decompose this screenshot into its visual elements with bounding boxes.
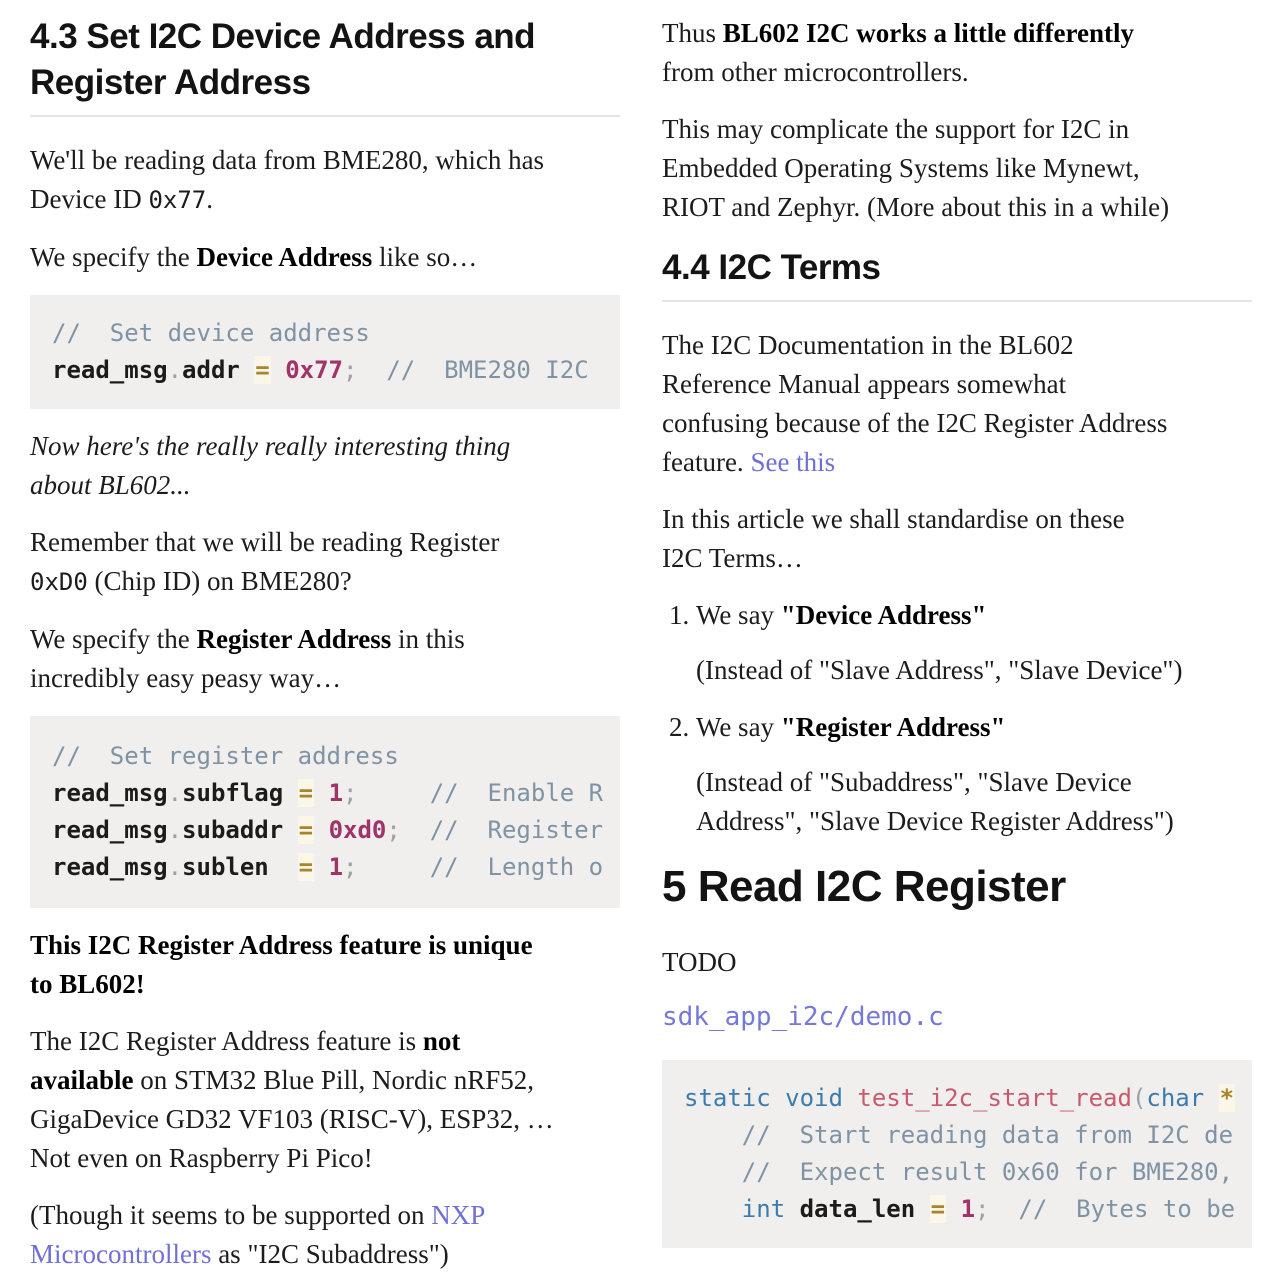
list-item-sub: (Instead of "Slave Address", "Slave Device") bbox=[696, 655, 1183, 685]
paragraph-reading-bme280: We'll be reading data from BME280, which has Device ID 0x77. bbox=[30, 145, 545, 214]
inline-link[interactable]: NXP bbox=[431, 1200, 486, 1230]
code-block-set-device-address bbox=[30, 295, 620, 409]
code-line: read_msg.sublen = 1; // Length o bbox=[52, 853, 604, 881]
list-item-sub: (Instead of "Subaddress", "Slave Device Address", "Slave Device Register Address") bbox=[696, 767, 1174, 836]
list-item-device-address bbox=[696, 596, 1252, 690]
demo-c-link-row bbox=[662, 998, 1252, 1040]
code-line: int data_len = 1; // Bytes to be bbox=[741, 1195, 1236, 1223]
paragraph-standardise-terms: In this article we shall standardise on these I2C Terms… bbox=[662, 504, 1125, 573]
paragraph-remember-register: Remember that we will be reading Register 0xD0 (Chip ID) on BME280? bbox=[30, 527, 500, 596]
paragraph-works-differently: Thus BL602 I2C works a little differently from other microcontrollers. bbox=[662, 18, 1134, 87]
demo-c-link[interactable]: sdk_app_i2c/demo.c bbox=[662, 1002, 944, 1032]
inline-link[interactable]: Microcontrollers bbox=[30, 1239, 212, 1269]
paragraph-interesting-thing: Now here's the really really interesting thing about BL602... bbox=[30, 431, 511, 500]
list-item-head: 2. We say "Register Address" bbox=[696, 712, 1006, 742]
paragraph-specify-device-address: We specify the Device Address like so… bbox=[30, 242, 478, 272]
code-line: static void test_i2c_start_read(char * bbox=[684, 1084, 1235, 1112]
i2c-terms-list bbox=[662, 596, 1252, 841]
code-line: // Expect result 0x60 for BME280, bbox=[741, 1158, 1234, 1186]
paragraph-complicate-support: This may complicate the support for I2C in Embedded Operating Systems like Mynewt, RIOT and Zephyr. (More about this in a while) bbox=[662, 114, 1170, 222]
code-line: read_msg.addr = 0x77; // BME280 I2C bbox=[52, 356, 589, 384]
paragraph-not-available: The I2C Register Address feature is not available on STM32 Blue Pill, Nordic nRF52, GigaDevice GD32 VF103 (RISC-V), ESP32, … Not even on Raspberry Pi Pico! bbox=[30, 1026, 554, 1173]
code-line: // Set device address bbox=[52, 319, 370, 347]
heading-4-3: 4.3 Set I2C Device Address and Register Address bbox=[30, 14, 620, 117]
code-line: read_msg.subflag = 1; // Enable R bbox=[52, 779, 604, 807]
paragraph-i2c-documentation: The I2C Documentation in the BL602 Reference Manual appears somewhat confusing because of the I2C Register Address feature. See this bbox=[662, 330, 1168, 477]
paragraph-nxp-support: (Though it seems to be supported on NXP Microcontrollers as "I2C Subaddress") bbox=[30, 1200, 486, 1269]
todo-text: TODO bbox=[662, 947, 737, 977]
list-item-head: 1. We say "Device Address" bbox=[696, 600, 987, 630]
paragraph-unique-to-bl602: This I2C Register Address feature is unique to BL602! bbox=[30, 930, 533, 999]
heading-5: 5 Read I2C Register bbox=[662, 862, 1066, 911]
right-column bbox=[662, 14, 1252, 1274]
code-line: // Start reading data from I2C de bbox=[741, 1121, 1234, 1149]
code-block-set-register-address bbox=[30, 716, 620, 908]
code-block-read-i2c-register bbox=[662, 1060, 1252, 1248]
left-column bbox=[30, 14, 620, 1274]
list-item-register-address bbox=[696, 708, 1252, 841]
code-line: // Set register address bbox=[52, 742, 399, 770]
inline-link[interactable]: See this bbox=[750, 447, 836, 477]
code-line: read_msg.subaddr = 0xd0; // Register bbox=[52, 816, 604, 844]
heading-4-4: 4.4 I2C Terms bbox=[662, 245, 1252, 302]
paragraph-specify-register-address: We specify the Register Address in this incredibly easy peasy way… bbox=[30, 624, 465, 693]
